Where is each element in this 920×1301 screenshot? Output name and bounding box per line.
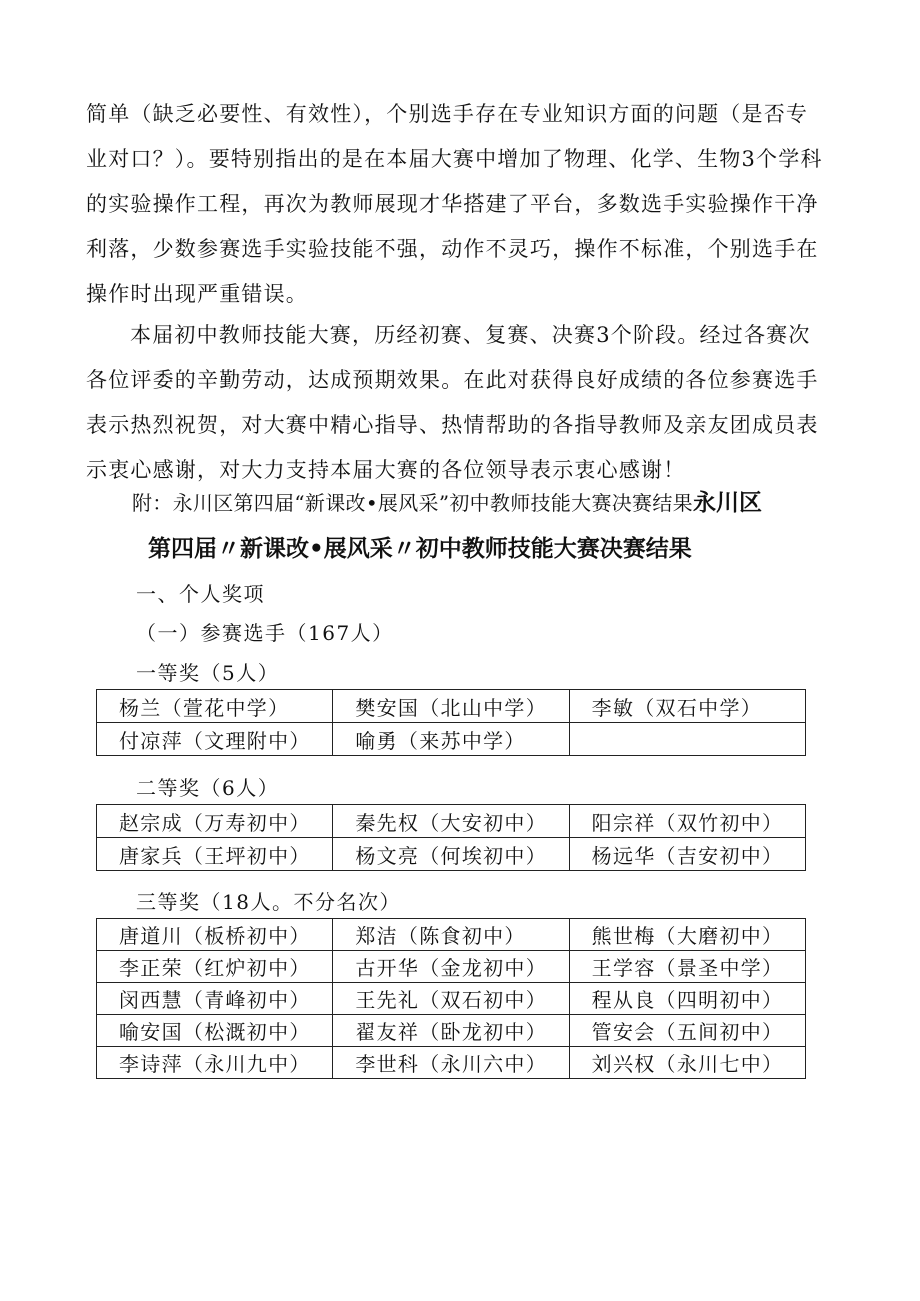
table-cell: 赵宗成（万寿初中）: [97, 805, 333, 838]
table-cell: 杨兰（萱花中学）: [97, 690, 333, 723]
table-cell: [569, 723, 805, 756]
body-paragraph-1: 简单（缺乏必要性、有效性），个别选手存在专业知识方面的问题（是否专业对口？）。要特别指出的是在本届大赛中增加了物理、化学、生物3个学科的实验操作工程，再次为教师展现才华搭建了平台，多数选手实验操作干净利落，少数参赛选手实验技能不强，动作不灵巧，操作不标准，个别选手在操作时出现严重错误。: [86, 102, 823, 306]
third-prize-label: 三等奖（18人。不分名次）: [136, 890, 401, 914]
table-cell: 王学容（景圣中学）: [569, 951, 805, 983]
table-cell: 古开华（金龙初中）: [333, 951, 569, 983]
first-prize-label: 一等奖（5人）: [136, 661, 280, 685]
table-cell: 杨文亮（何埃初中）: [333, 838, 569, 871]
attachment-line: [132, 484, 762, 517]
result-title-part1: 永川区: [692, 490, 762, 516]
table-cell: 付凉萍（文理附中）: [97, 723, 333, 756]
table-cell: 秦先权（大安初中）: [333, 805, 569, 838]
table-row: [97, 1015, 806, 1047]
table-cell: 熊世梅（大磨初中）: [569, 919, 805, 951]
attachment-label: 附：永川区第四届“新课改•展风采”初中教师技能大赛决赛结果: [132, 491, 693, 515]
table-row: [97, 919, 806, 951]
section-subheading: （一）参赛选手（167人）: [136, 621, 394, 645]
table-cell: 程从良（四明初中）: [569, 983, 805, 1015]
table-cell: 李敏（双石中学）: [569, 690, 805, 723]
table-cell: 闵西慧（青峰初中）: [97, 983, 333, 1015]
table-cell: 阳宗祥（双竹初中）: [569, 805, 805, 838]
second-prize-label: 二等奖（6人）: [136, 776, 280, 800]
table-cell: 杨远华（吉安初中）: [569, 838, 805, 871]
table-cell: 唐家兵（王坪初中）: [97, 838, 333, 871]
table-cell: 郑洁（陈食初中）: [333, 919, 569, 951]
table-cell: 李诗萍（永川九中）: [97, 1047, 333, 1079]
third-prize-table: [96, 918, 806, 1079]
table-cell: 樊安国（北山中学）: [333, 690, 569, 723]
table-row: [97, 805, 806, 838]
table-cell: 李正荣（红炉初中）: [97, 951, 333, 983]
section-heading: 一、个人奖项: [136, 582, 265, 606]
table-cell: 喻勇（来苏中学）: [333, 723, 569, 756]
table-row: [97, 838, 806, 871]
first-prize-table: [96, 689, 806, 756]
body-paragraph-2: 本届初中教师技能大赛，历经初赛、复赛、决赛3个阶段。经过各赛次各位评委的辛勤劳动，达成预期效果。在此对获得良好成绩的各位参赛选手表示热烈祝贺，对大赛中精心指导、热情帮助的各指导教师及亲友团成员表示衷心感谢，对大力支持本届大赛的各位领导表示衷心感谢！: [86, 323, 819, 482]
table-row: [97, 690, 806, 723]
table-row: [97, 723, 806, 756]
table-cell: 唐道川（板桥初中）: [97, 919, 333, 951]
table-row: [97, 951, 806, 983]
table-cell: 喻安国（松溉初中）: [97, 1015, 333, 1047]
table-cell: 管安会（五间初中）: [569, 1015, 805, 1047]
result-title-part2: 第四届〃新课改•展风采〃初中教师技能大赛决赛结果: [148, 536, 692, 562]
table-row: [97, 1047, 806, 1079]
table-cell: 李世科（永川六中）: [333, 1047, 569, 1079]
table-cell: 刘兴权（永川七中）: [569, 1047, 805, 1079]
table-cell: 翟友祥（卧龙初中）: [333, 1015, 569, 1047]
table-row: [97, 983, 806, 1015]
second-prize-table: [96, 804, 806, 871]
table-cell: 王先礼（双石初中）: [333, 983, 569, 1015]
